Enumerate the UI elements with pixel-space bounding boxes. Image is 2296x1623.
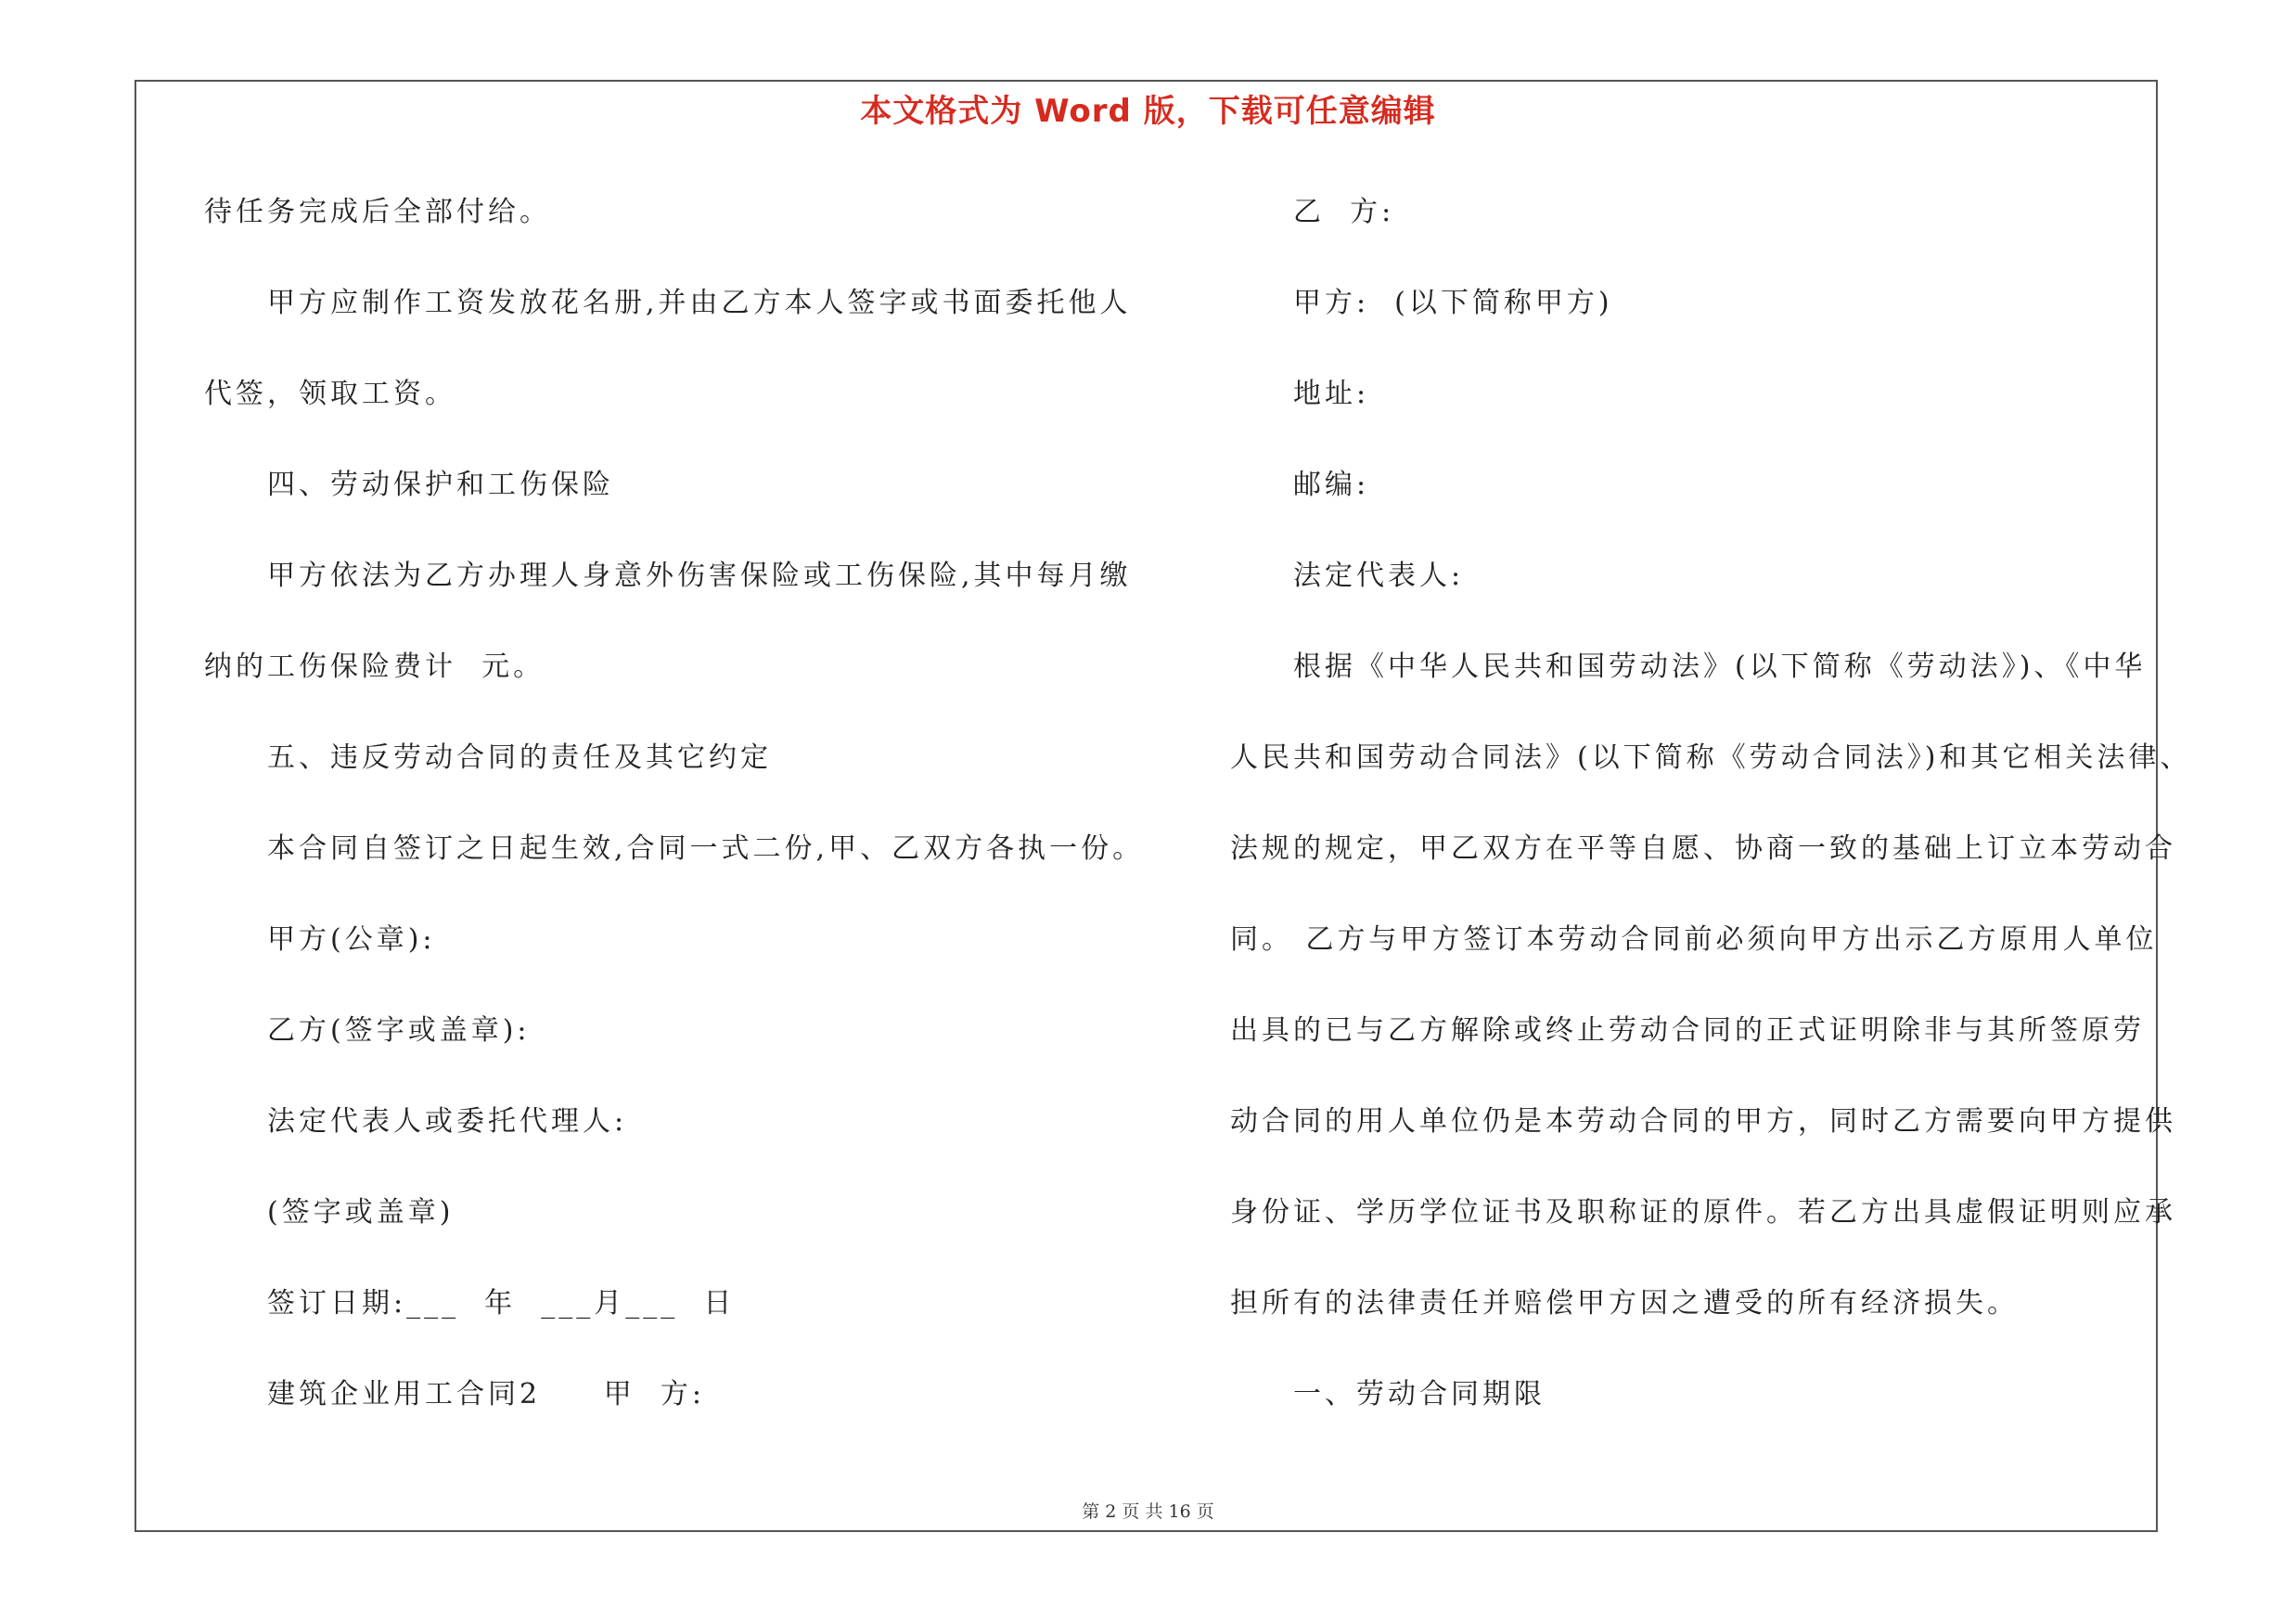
paragraph-line: 四、劳动保护和工伤保险 [267, 469, 614, 501]
left-column [204, 186, 1145, 1459]
paragraph-line: 动合同的用人单位仍是本劳动合同的甲方，同时乙方需要向甲方提供 [1230, 1105, 2176, 1138]
paragraph-line: 根据《中华人民共和国劳动法》(以下简称《劳动法》)、《中华 [1293, 650, 2147, 683]
paragraph-line: 人民共和国劳动合同法》(以下简称《劳动合同法》)和其它相关法律、 [1230, 741, 2192, 774]
paragraph-line: 法定代表人: [1293, 560, 1465, 592]
paragraph-line: 乙 方: [1293, 196, 1395, 228]
paragraph-line: 甲方(公章): [267, 923, 436, 956]
paragraph-line: 同。 乙方与甲方签订本劳动合同前必须向甲方出示乙方原用人单位 [1230, 923, 2158, 956]
paragraph-line: 签订日期:___ 年 ___月___ 日 [267, 1287, 736, 1320]
paragraph-line: 担所有的法律责任并赔偿甲方因之遭受的所有经济损失。 [1230, 1287, 2019, 1320]
paragraph-line: 建筑企业用工合同2 甲 方: [267, 1378, 705, 1410]
paragraph-line: 纳的工伤保险费计 元。 [204, 650, 545, 683]
paragraph-line: 五、违反劳动合同的责任及其它约定 [267, 741, 772, 774]
page-footer: 第 2 页 共 16 页 [1082, 1501, 1214, 1522]
paragraph-line: 待任务完成后全部付给。 [204, 196, 551, 228]
paragraph-line: 出具的已与乙方解除或终止劳动合同的正式证明除非与其所签原劳 [1230, 1014, 2145, 1047]
paragraph-line: 甲方: (以下简称甲方) [1293, 287, 1613, 319]
paragraph-line: 甲方应制作工资发放花名册,并由乙方本人签字或书面委托他人 [267, 287, 1132, 319]
paragraph-line: 代签，领取工资。 [204, 378, 456, 410]
paragraph-line: 身份证、学历学位证书及职称证的原件。若乙方出具虚假证明则应承 [1230, 1196, 2176, 1229]
paragraph-line: 地址: [1293, 378, 1370, 410]
format-banner: 本文格式为 Word 版，下载可任意编辑 [860, 93, 1436, 130]
paragraph-line: (签字或盖章) [267, 1196, 455, 1229]
paragraph-line: 法定代表人或委托代理人: [267, 1105, 628, 1138]
paragraph-line: 本合同自签订之日起生效,合同一式二份,甲、乙双方各执一份。 [267, 832, 1145, 865]
paragraph-line: 法规的规定，甲乙双方在平等自愿、协商一致的基础上订立本劳动合 [1230, 832, 2176, 865]
paragraph-line: 乙方(签字或盖章): [267, 1014, 531, 1047]
paragraph-line: 邮编: [1293, 469, 1370, 501]
right-column [1230, 186, 2192, 1459]
paragraph-line: 甲方依法为乙方办理人身意外伤害保险或工伤保险,其中每月缴 [267, 560, 1132, 592]
paragraph-line: 一、劳动合同期限 [1293, 1378, 1546, 1410]
